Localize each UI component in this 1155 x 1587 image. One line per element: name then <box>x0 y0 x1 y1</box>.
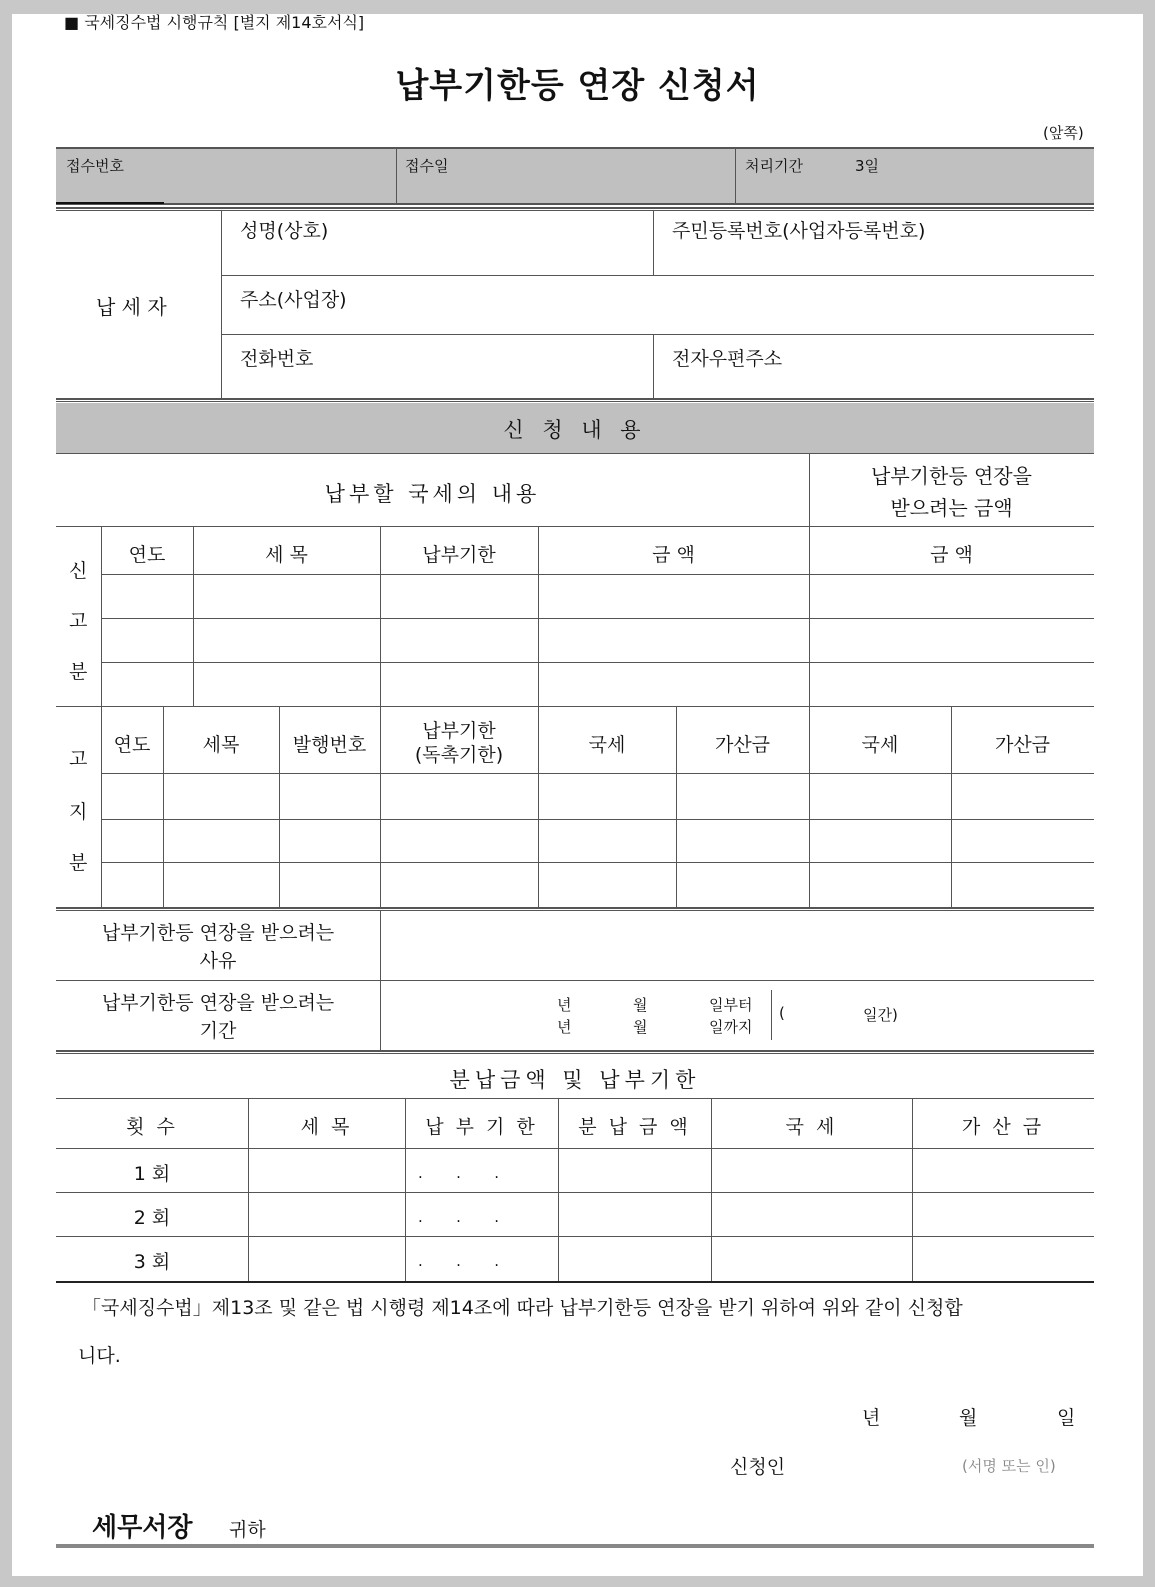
installment-col-tax: 국 세 <box>785 1116 838 1138</box>
sign-date-day: 일 <box>1057 1407 1076 1429</box>
tax-content-title: 납부할 국세의 내용 <box>324 482 541 506</box>
taxpayer-section-label: 납 세 자 <box>96 295 167 319</box>
addressee-honorific: 귀하 <box>229 1519 266 1541</box>
declared-col-due: 납부기한 <box>422 544 496 566</box>
period-from-day: 일부터 <box>709 996 753 1014</box>
declared-col-ext-amount: 금 액 <box>930 544 973 566</box>
notified-side-label-1: 고 <box>69 748 88 770</box>
installment-col-additional: 가 산 금 <box>961 1116 1045 1138</box>
extension-amount-title-line1: 납부기한등 연장을 <box>871 464 1032 488</box>
email-field[interactable]: 전자우편주소 <box>672 348 783 370</box>
period-label-line2: 기간 <box>199 1020 237 1042</box>
processing-period-label: 처리기간 <box>745 157 803 175</box>
notified-side-label-2: 지 <box>69 801 88 823</box>
receipt-date-label: 접수일 <box>405 157 449 175</box>
notified-col-due-line2: (독촉기한) <box>414 744 504 766</box>
receipt-number-label: 접수번호 <box>66 157 124 175</box>
notified-col-bill-number: 발행번호 <box>292 734 367 756</box>
declared-col-year: 연도 <box>128 544 166 566</box>
notified-col-ext-additional: 가산금 <box>994 734 1051 756</box>
period-to-month: 월 <box>633 1018 648 1036</box>
declaration-text-line1: 「국세징수법」제13조 및 같은 법 시행령 제14조에 따라 납부기한등 연장을 받기 위하여 위와 같이 신청합 <box>82 1297 963 1319</box>
page-side-label: (앞쪽) <box>1043 124 1084 142</box>
period-from-year: 년 <box>557 996 572 1014</box>
notified-side-label-3: 분 <box>69 852 88 874</box>
installment-title: 분납금액 및 납부기한 <box>449 1068 701 1092</box>
declared-col-amount: 금 액 <box>652 544 695 566</box>
notified-col-ext-tax: 국세 <box>861 734 899 756</box>
application-section-title: 신 청 내 용 <box>503 418 647 442</box>
reason-field[interactable] <box>381 911 1094 979</box>
installment-row-1: 1 회 <box>133 1163 171 1185</box>
declaration-text-line2: 니다. <box>78 1345 121 1367</box>
notified-col-tax: 국세 <box>588 734 626 756</box>
sign-or-seal-hint[interactable]: (서명 또는 인) <box>962 1457 1056 1475</box>
address-field[interactable]: 주소(사업장) <box>240 289 347 311</box>
notified-col-additional: 가산금 <box>714 734 771 756</box>
installment-row-2: 2 회 <box>133 1207 171 1229</box>
installment-col-item: 세 목 <box>300 1116 353 1138</box>
installment-col-due: 납 부 기 한 <box>425 1116 538 1138</box>
tax-office-addressee: 세무서장 <box>92 1513 193 1543</box>
installment-date-1[interactable]: . . . <box>418 1164 500 1182</box>
installment-col-count: 횟 수 <box>126 1116 178 1138</box>
notified-col-due-line1: 납부기한 <box>422 720 496 742</box>
declared-side-label-3: 분 <box>69 661 88 683</box>
declared-side-label-1: 신 <box>69 560 88 582</box>
sign-date-month: 월 <box>959 1407 978 1429</box>
period-days-open: ( <box>779 1004 785 1022</box>
applicant-label: 신청인 <box>730 1456 786 1478</box>
name-field[interactable]: 성명(상호) <box>240 220 329 242</box>
installment-col-amount: 분 납 금 액 <box>578 1116 691 1138</box>
form-page <box>12 14 1143 1576</box>
declared-side-label-2: 고 <box>69 610 88 632</box>
receipt-strip <box>56 147 1094 205</box>
installment-date-2[interactable]: . . . <box>418 1208 500 1226</box>
declared-col-item: 세 목 <box>265 544 308 566</box>
form-title: 납부기한등 연장 신청서 <box>395 66 760 106</box>
period-label-line1: 납부기한등 연장을 받으려는 <box>101 992 335 1014</box>
period-from-month: 월 <box>633 996 648 1014</box>
reason-label-line2: 사유 <box>199 950 237 972</box>
registration-number-field[interactable]: 주민등록번호(사업자등록번호) <box>672 220 926 242</box>
processing-period-value: 3일 <box>855 157 880 175</box>
legal-basis: ■ 국세징수법 시행규칙 [별지 제14호서식] <box>64 13 365 32</box>
period-to-day: 일까지 <box>709 1018 753 1036</box>
period-to-year: 년 <box>557 1018 572 1036</box>
extension-amount-title-line2: 받으려는 금액 <box>890 496 1013 520</box>
phone-field[interactable]: 전화번호 <box>240 348 314 370</box>
sign-date-year: 년 <box>862 1407 881 1429</box>
period-days-close: 일간) <box>863 1006 898 1024</box>
notified-col-item: 세목 <box>202 734 240 756</box>
installment-row-3: 3 회 <box>133 1251 171 1273</box>
notified-col-year: 연도 <box>113 734 151 756</box>
reason-label-line1: 납부기한등 연장을 받으려는 <box>101 922 335 944</box>
installment-date-3[interactable]: . . . <box>418 1252 500 1270</box>
